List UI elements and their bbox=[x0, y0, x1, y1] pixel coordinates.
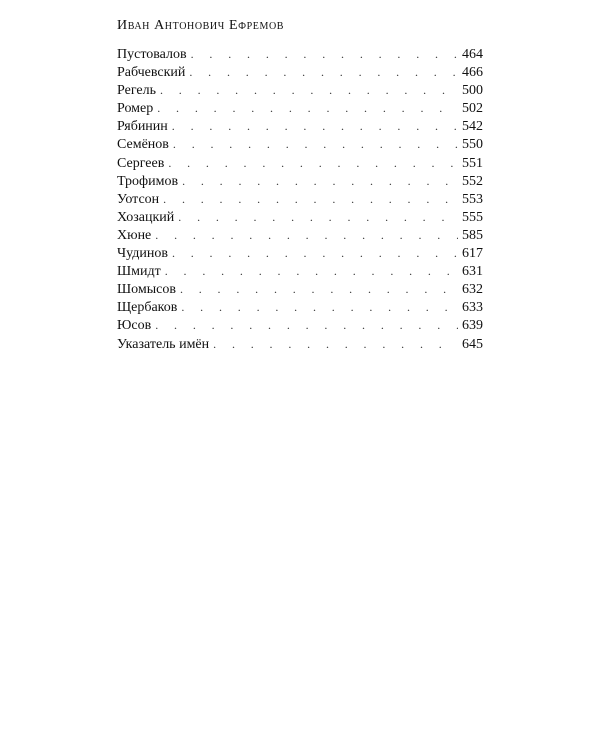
toc-entry[interactable] bbox=[117, 208, 483, 226]
toc-dot-leader bbox=[165, 262, 458, 280]
toc-entry[interactable] bbox=[117, 244, 483, 262]
toc-dot-leader bbox=[213, 335, 458, 353]
table-of-contents bbox=[117, 45, 483, 353]
toc-entry-name: Семёнов bbox=[117, 136, 173, 154]
toc-entry[interactable] bbox=[117, 262, 483, 280]
toc-entry-page: 553 bbox=[462, 191, 483, 207]
toc-entry-name: Уотсон bbox=[117, 191, 163, 209]
toc-entry-page: 645 bbox=[462, 336, 483, 352]
toc-dot-leader bbox=[172, 117, 458, 135]
toc-dot-leader bbox=[180, 280, 458, 298]
toc-dot-leader bbox=[189, 63, 458, 81]
toc-entry-name: Юсов bbox=[117, 317, 155, 335]
toc-entry[interactable] bbox=[117, 135, 483, 153]
toc-dot-leader bbox=[178, 208, 458, 226]
toc-entry-page: 585 bbox=[462, 227, 483, 243]
toc-entry[interactable] bbox=[117, 45, 483, 63]
toc-entry-name: Сергеев bbox=[117, 155, 168, 173]
toc-entry-page: 464 bbox=[462, 47, 483, 62]
toc-dot-leader bbox=[181, 298, 458, 316]
toc-entry-page: 551 bbox=[462, 155, 483, 171]
toc-entry-page: 555 bbox=[462, 209, 483, 225]
toc-entry-page: 617 bbox=[462, 246, 483, 262]
toc-entry-page: 639 bbox=[462, 318, 483, 334]
toc-entry-page: 631 bbox=[462, 264, 483, 280]
toc-entry-page: 466 bbox=[462, 65, 483, 81]
toc-entry-name-index[interactable] bbox=[117, 335, 483, 353]
toc-dot-leader bbox=[191, 45, 458, 63]
toc-entry-page: 500 bbox=[462, 83, 483, 99]
toc-entry-page: 632 bbox=[462, 282, 483, 298]
toc-entry-name: Шмидт bbox=[117, 263, 165, 281]
toc-entry-name: Указатель имён bbox=[117, 336, 213, 354]
toc-entry-page: 550 bbox=[462, 137, 483, 153]
toc-dot-leader bbox=[155, 226, 458, 244]
toc-entry-name: Рябинин bbox=[117, 118, 172, 136]
toc-entry[interactable] bbox=[117, 190, 483, 208]
toc-entry-name: Чудинов bbox=[117, 245, 172, 263]
toc-entry-name: Пустовалов bbox=[117, 46, 191, 64]
toc-entry[interactable] bbox=[117, 298, 483, 316]
toc-dot-leader bbox=[173, 135, 458, 153]
toc-entry[interactable] bbox=[117, 63, 483, 81]
toc-entry-name: Рабчевский bbox=[117, 64, 189, 82]
toc-entry[interactable] bbox=[117, 280, 483, 298]
toc-entry-name: Шомысов bbox=[117, 281, 180, 299]
toc-entry[interactable] bbox=[117, 226, 483, 244]
toc-dot-leader bbox=[155, 316, 458, 334]
toc-dot-leader bbox=[163, 190, 458, 208]
toc-entry[interactable] bbox=[117, 81, 483, 99]
toc-entry-page: 633 bbox=[462, 300, 483, 316]
toc-entry-name: Трофимов bbox=[117, 173, 182, 191]
toc-entry-page: 542 bbox=[462, 119, 483, 135]
toc-dot-leader bbox=[182, 172, 458, 190]
toc-entry[interactable] bbox=[117, 172, 483, 190]
toc-entry-page: 552 bbox=[462, 173, 483, 189]
toc-entry-name: Хозацкий bbox=[117, 209, 178, 227]
toc-entry-name: Хюне bbox=[117, 227, 155, 245]
toc-dot-leader bbox=[160, 81, 458, 99]
toc-entry-name: Ромер bbox=[117, 100, 157, 118]
toc-entry-name: Щербаков bbox=[117, 299, 181, 317]
toc-dot-leader bbox=[168, 154, 458, 172]
toc-dot-leader bbox=[172, 244, 458, 262]
toc-entry-name: Регель bbox=[117, 82, 160, 100]
toc-entry[interactable] bbox=[117, 99, 483, 117]
toc-entry-page: 502 bbox=[462, 101, 483, 117]
toc-entry[interactable] bbox=[117, 117, 483, 135]
toc-dot-leader bbox=[157, 99, 458, 117]
toc-entry[interactable] bbox=[117, 154, 483, 172]
running-head-author: Иван Антонович Ефремов bbox=[117, 18, 285, 33]
toc-entry[interactable] bbox=[117, 316, 483, 334]
